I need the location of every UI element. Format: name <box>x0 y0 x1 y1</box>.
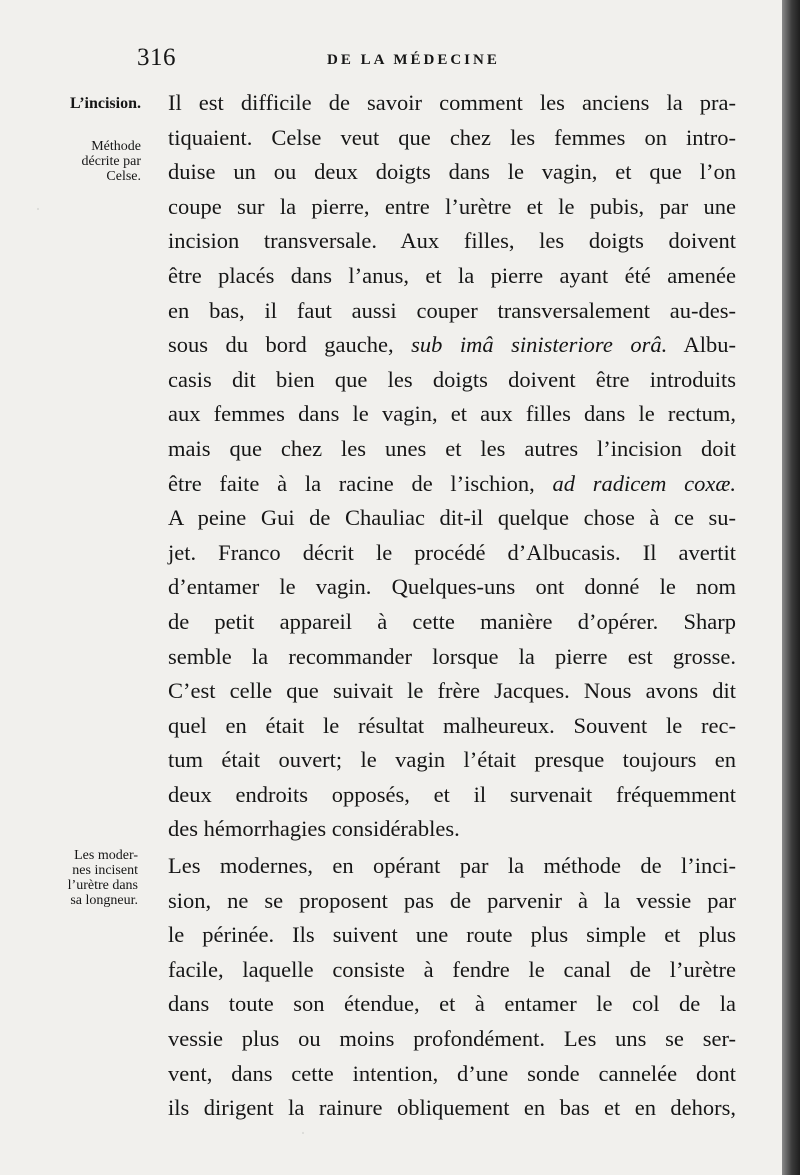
latin-phrase: sub imâ sinisteriore orâ. <box>411 332 668 358</box>
text-segment: Albu- <box>667 332 736 358</box>
show-through-text: · <box>300 1123 306 1143</box>
text-line: en bas, il faut aussi couper transversalement au-des- <box>168 297 736 323</box>
paragraph-lithotomy-ancients <box>145 86 736 847</box>
text-line: Les modernes, en opérant par la méthode de l’inci- <box>168 853 736 878</box>
margin-note-celse <box>10 139 145 184</box>
text-line: facile, laquelle consiste à fendre le canal de l’urètre <box>168 956 736 982</box>
margin-note-line: L’incision. <box>70 95 141 112</box>
text-line: être placés dans l’anus, et la pierre ayant été amenée <box>168 262 736 288</box>
margin-note-line: nes incisent <box>72 863 138 878</box>
text-segment: être faite à la racine de l’ischion, <box>168 470 553 496</box>
text-line: A peine Gui de Chauliac dit-il quelque chose à ce su- <box>168 505 736 531</box>
paragraph-modern-methods <box>145 849 736 1126</box>
latin-phrase: ad radicem coxæ. <box>552 470 736 496</box>
text-line: le périnée. Ils suivent une route plus simple et plus <box>168 922 736 948</box>
text-line: vent, dans cette intention, d’une sonde cannelée dont <box>168 1060 736 1086</box>
text-line: ils dirigent la rainure obliquement en bas et en dehors, <box>168 1095 736 1121</box>
margin-note-line: l’urètre dans <box>67 878 138 893</box>
text-line: tum était ouvert; le vagin l’était presque toujours en <box>168 747 736 773</box>
book-edge-shadow <box>782 0 800 1175</box>
running-head <box>0 44 782 80</box>
text-line: Il est difficile de savoir comment les anciens la pra- <box>168 90 736 115</box>
page-title: DE LA MÉDECINE <box>327 52 500 68</box>
margin-note-line: sa longneur. <box>70 893 138 908</box>
text-line: quel en était le résultat malheureux. Souvent le rec- <box>168 712 736 738</box>
text-line: casis dit bien que les doigts doivent être introduits <box>168 366 736 392</box>
text-line: des hémorrhagies considérables. <box>168 816 460 842</box>
margin-note-incision <box>10 96 141 111</box>
text-line: duise un ou deux doigts dans le vagin, et que l’on <box>168 159 736 185</box>
margin-note-line: Méthode <box>91 139 141 154</box>
margin-note-line: Les moder- <box>74 848 138 863</box>
text-line: coupe sur la pierre, entre l’urètre et le pubis, par une <box>168 193 736 219</box>
text-line: tiquaient. Celse veut que chez les femmes on intro- <box>168 124 736 150</box>
show-through-text: · <box>35 199 41 219</box>
text-line: vessie plus ou moins profondément. Les uns se ser- <box>168 1025 736 1051</box>
text-line: sion, ne se proposent pas de parvenir à la vessie par <box>168 887 736 913</box>
text-line: mais que chez les unes et les autres l’incision doit <box>168 435 736 461</box>
margin-note-line: décrite par <box>81 154 141 169</box>
text-line-with-latin <box>145 467 736 502</box>
text-line: C’est celle que suivait le frère Jacques. Nous avons dit <box>168 678 736 704</box>
text-line-with-latin <box>145 328 736 363</box>
text-line: jet. Franco décrit le procédé d’Albucasis. Il avertit <box>168 539 736 565</box>
page-number: 316 <box>137 44 176 71</box>
text-segment: sous du bord gauche, <box>168 332 412 358</box>
text-line: deux endroits opposés, et il survenait fréquemment <box>168 781 736 807</box>
text-line: d’entamer le vagin. Quelques-uns ont donné le nom <box>168 574 736 600</box>
text-line: dans toute son étendue, et à entamer le col de la <box>168 991 736 1017</box>
margin-note-line: Celse. <box>106 169 141 184</box>
text-line: de petit appareil à cette manière d’opérer. Sharp <box>168 608 736 634</box>
text-line: incision transversale. Aux filles, les doigts doivent <box>168 228 736 254</box>
text-line: aux femmes dans le vagin, et aux filles dans le rectum, <box>168 401 736 427</box>
text-line: semble la recommander lorsque la pierre est grosse. <box>168 643 736 669</box>
margin-note-modernes <box>10 848 138 908</box>
